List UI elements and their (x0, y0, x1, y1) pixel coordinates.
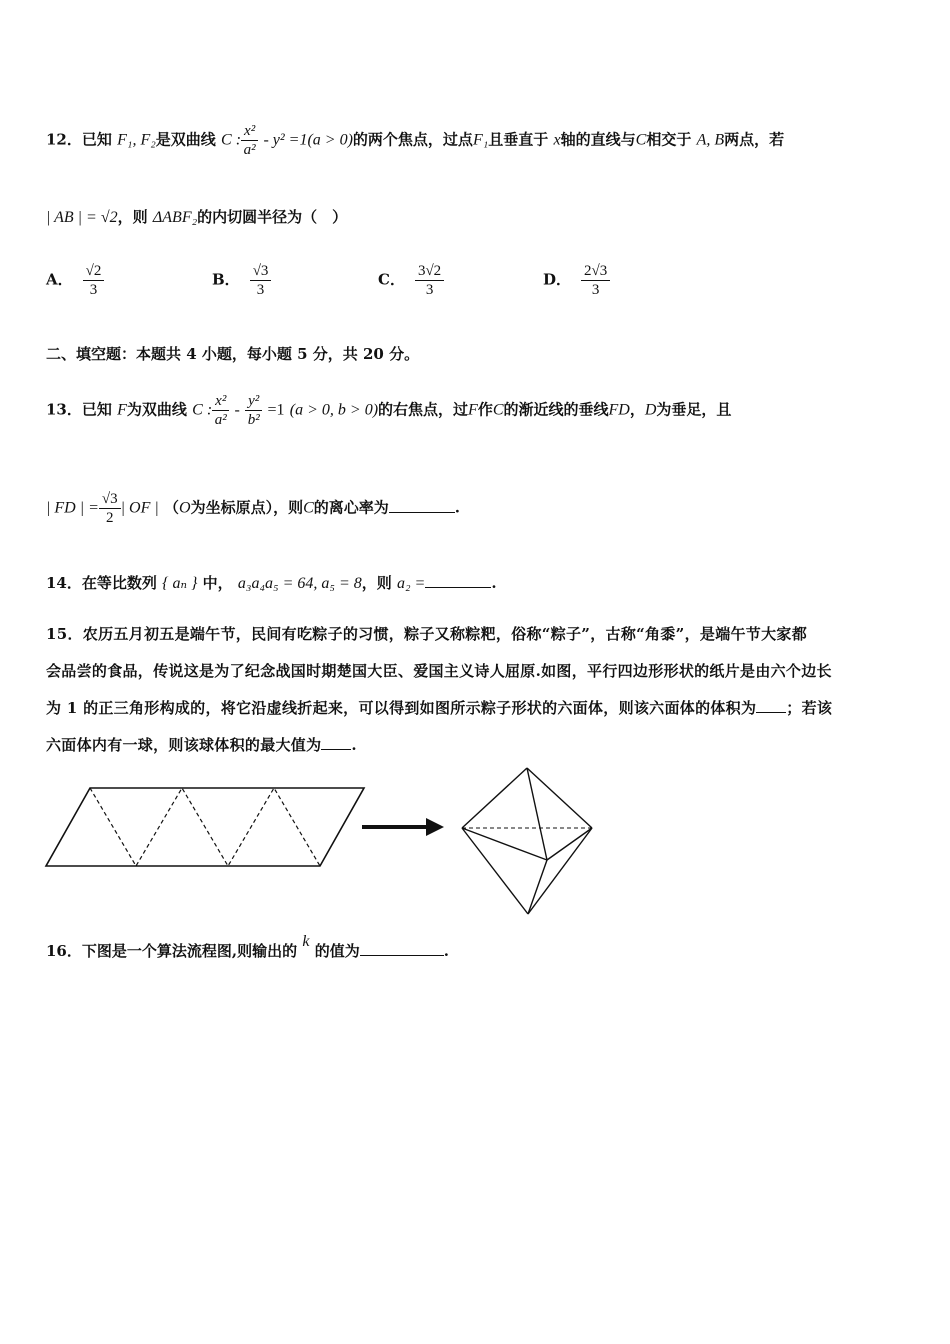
sequence-symbol: { aₙ } (162, 575, 198, 592)
q15-line2: 会品尝的食品，传说这是为了纪念战国时期楚国大臣、爱国主义诗人屈原.如图，平行四边形形状的纸片是由六个边长 (46, 662, 832, 680)
parallelogram-figure (40, 782, 370, 872)
section-heading: 二、填空题：本题共 4 小题，每小题 5 分，共 20 分。 (46, 345, 420, 363)
answer-blank[interactable] (756, 698, 786, 713)
denominator: 3 (425, 282, 434, 298)
option-fraction (415, 262, 444, 299)
text: . (491, 574, 497, 592)
question-number: 12． (46, 130, 82, 149)
numerator: √3 (250, 262, 272, 281)
text: . (443, 942, 449, 960)
q15-line4 (46, 727, 904, 764)
numerator: x² (241, 122, 258, 141)
text: 的渐近线的垂线 (503, 400, 609, 419)
rhs: | OF | (120, 499, 159, 517)
curve-symbol: C (492, 401, 504, 419)
option-label: A． (46, 270, 73, 289)
text: 为双曲线 (126, 400, 187, 419)
option-a (46, 262, 104, 299)
option-b (212, 262, 271, 299)
fraction (245, 392, 262, 429)
denominator: 2 (106, 510, 114, 526)
equals-one: =1 (267, 401, 285, 419)
a2-symbol: a₂ = (396, 575, 426, 592)
option-fraction (83, 262, 105, 299)
q15-line1: 15．农历五月初五是端午节，民间有吃粽子的习惯，粽子又称粽粑，俗称“粽子”，古称“角黍”，是端午节大家都 (46, 625, 807, 643)
question-number: 16． (46, 942, 82, 960)
option-fraction (250, 262, 272, 299)
curve-symbol: C (303, 499, 314, 517)
answer-blank[interactable] (425, 573, 491, 588)
curve-name: C : (192, 401, 213, 419)
arrow-icon (360, 815, 450, 839)
text: 的内切圆半径为（ ） (197, 208, 348, 226)
k-symbol: k (302, 933, 310, 950)
condition: | AB | = √2 (46, 209, 118, 226)
option-d (543, 262, 610, 299)
hexahedron-figure (455, 762, 603, 920)
numerator: x² (212, 392, 229, 411)
focus-symbol: F (117, 401, 127, 419)
text: 中， (202, 574, 233, 592)
text: 两点，若 (724, 130, 785, 149)
q15-paragraph (46, 616, 904, 764)
fraction (99, 490, 121, 527)
point-d: D (644, 401, 657, 419)
text: 六面体内有一球，则该球体积的最大值为 (46, 736, 322, 754)
option-label: B． (212, 270, 240, 289)
q12-line2 (46, 206, 904, 229)
text: （ (164, 498, 180, 517)
question-number: 14． (46, 574, 82, 592)
q15-line3 (46, 690, 904, 727)
text: 轴的直线与 (560, 130, 636, 149)
option-label: D． (543, 270, 572, 289)
q16-line (46, 933, 904, 963)
text: ，则 (117, 208, 148, 226)
text: ；若该 (786, 699, 833, 717)
numerator: 3√2 (415, 262, 444, 281)
text: 为垂足，且 (656, 400, 732, 419)
denominator: a² (214, 412, 227, 428)
visible-edges (462, 768, 592, 914)
denominator: 3 (89, 282, 98, 298)
equation-rest: - y² =1(a > 0) (263, 131, 353, 149)
question-number: 13． (46, 400, 82, 419)
denominator: a² (243, 142, 256, 158)
text: . (454, 498, 461, 517)
denominator: b² (247, 412, 260, 428)
text: 的值为 (314, 942, 360, 960)
points-ab: A, B (696, 131, 725, 149)
text: . (351, 736, 357, 754)
focus-symbol: F (468, 401, 478, 419)
text: 相交于 (646, 130, 692, 149)
q13-line1 (46, 392, 904, 429)
answer-blank[interactable] (321, 735, 351, 750)
text: ， (629, 400, 645, 419)
numerator: 2√3 (581, 262, 610, 281)
triangle-symbol: ΔABF₂ (152, 209, 198, 226)
text: 在等比数列 (81, 574, 157, 592)
text: 下图是一个算法流程图,则输出的 (81, 942, 298, 960)
text: 且垂直于 (488, 130, 549, 149)
denominator: 3 (256, 282, 265, 298)
text: ，则 (361, 574, 392, 592)
numerator: y² (245, 392, 262, 411)
lhs: | FD | = (46, 499, 99, 517)
numerator: √2 (83, 262, 105, 281)
fold-lines (90, 788, 320, 866)
text: 已知 (81, 400, 112, 419)
text: 是双曲线 (155, 130, 216, 149)
text: 已知 (81, 130, 112, 149)
answer-blank[interactable] (389, 498, 455, 513)
text: 的右焦点，过 (378, 400, 469, 419)
option-label: C． (378, 270, 405, 289)
q13-line2 (46, 490, 904, 527)
option-fraction (581, 262, 610, 299)
text: 的两个焦点，过点 (352, 130, 473, 149)
point-f1: F₁ (472, 131, 489, 149)
text: 为坐标原点），则 (190, 498, 304, 517)
text: 的离心率为 (313, 498, 389, 517)
text: 作 (477, 400, 493, 419)
text: 为 1 的正三角形构成的，将它沿虚线折起来，可以得到如图所示粽子形状的六面体，则该六面体的体积为 (46, 699, 757, 717)
minus-sign: - (234, 401, 240, 419)
curve-symbol: C (635, 131, 647, 149)
q12-line1 (46, 122, 904, 159)
answer-blank[interactable] (360, 941, 444, 956)
segment-fd: FD (608, 401, 630, 419)
fraction (241, 122, 258, 159)
q14-line (46, 572, 904, 595)
x-axis-symbol: x (553, 131, 561, 149)
numerator: √3 (99, 490, 121, 509)
condition: (a > 0, b > 0) (289, 401, 379, 419)
foci-label: F₁, F₂ (117, 131, 156, 149)
curve-name: C : (221, 131, 242, 149)
denominator: 3 (591, 282, 600, 298)
condition: a₃a₄a₅ = 64, a₅ = 8 (237, 575, 362, 592)
origin-symbol: O (179, 499, 191, 517)
fraction (212, 392, 229, 429)
option-c (378, 262, 444, 299)
